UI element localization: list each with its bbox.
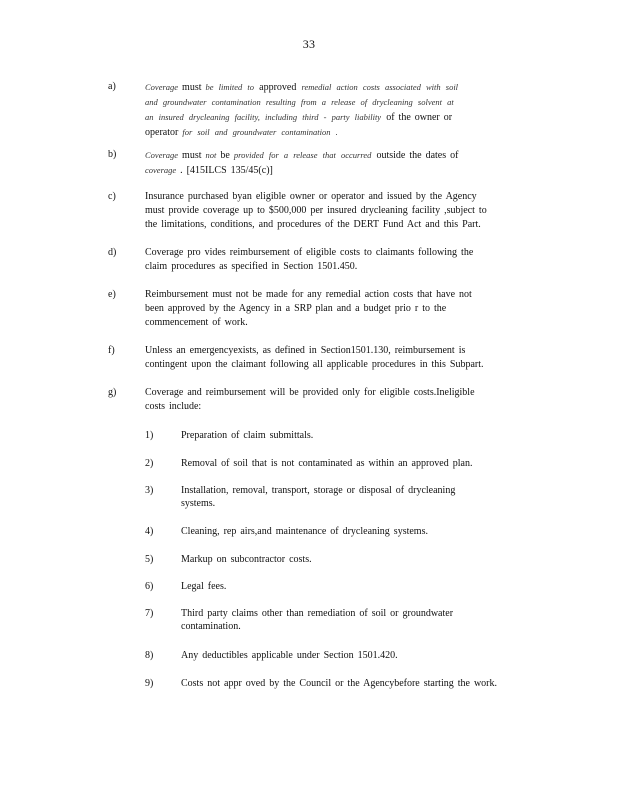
sub-item-text xyxy=(181,580,541,593)
sub-item-number: 1) xyxy=(145,430,154,441)
item-letter: g) xyxy=(108,387,117,398)
item-text xyxy=(145,80,540,140)
text-run: . [415ILCS 135/45(c)] xyxy=(176,165,273,176)
italic-text-run: Coverage xyxy=(145,150,179,160)
text-line xyxy=(145,125,540,140)
text-run: the limitations, conditions, and procedures of the DERT Fund Act and this Part. xyxy=(145,219,481,230)
text-line xyxy=(145,386,540,400)
text-line: Costs not appr oved by the Council or the Agencybefore starting the work. xyxy=(181,678,497,689)
item-text xyxy=(145,386,540,414)
text-line xyxy=(145,302,540,316)
text-line xyxy=(145,246,540,260)
text-line: contamination. xyxy=(181,621,241,632)
text-run: outside the dates of xyxy=(376,150,459,161)
italic-text-run: remedial action costs associated with soil xyxy=(296,82,459,92)
text-line xyxy=(145,260,540,274)
text-line: Removal of soil that is not contaminated as within an approved plan. xyxy=(181,458,473,469)
text-run: commencement of work. xyxy=(145,317,248,328)
text-run: of the owner or xyxy=(386,112,453,123)
sub-item-number: 9) xyxy=(145,678,154,689)
text-run: Reimbursement must not be made for any remedial action costs that have not xyxy=(145,289,472,300)
text-line xyxy=(145,110,540,125)
item-text xyxy=(145,344,540,372)
sub-item-text xyxy=(181,677,541,690)
text-run: operator xyxy=(145,127,183,138)
text-line: Markup on subcontractor costs. xyxy=(181,554,312,565)
sub-item-text xyxy=(181,553,541,566)
text-run: Coverage and reimbursement will be provided only for eligible costs.Ineligible xyxy=(145,387,475,398)
text-line xyxy=(145,80,540,95)
text-line xyxy=(145,204,540,218)
sub-item-text xyxy=(181,457,541,470)
sub-item-text xyxy=(181,607,541,633)
text-line: systems. xyxy=(181,498,216,509)
italic-text-run: be limited to xyxy=(205,82,260,92)
text-line: Any deductibles applicable under Section 1501.420. xyxy=(181,650,398,661)
sub-item-number: 5) xyxy=(145,554,154,565)
text-line xyxy=(145,95,540,110)
sub-item-number: 3) xyxy=(145,485,154,496)
text-line xyxy=(145,288,540,302)
text-line: Preparation of claim submittals. xyxy=(181,430,314,441)
sub-item-text xyxy=(181,649,541,662)
sub-item-number: 8) xyxy=(145,650,154,661)
italic-text-run: not xyxy=(205,150,217,160)
text-run: costs include: xyxy=(145,401,202,412)
text-run: Unless an emergencyexists, as defined in Section1501.130, reimbursement is xyxy=(145,345,466,356)
item-letter: c) xyxy=(108,191,116,202)
text-run: contingent upon the claimant following all applicable procedures in this Subpart. xyxy=(145,359,484,370)
text-line: Legal fees. xyxy=(181,581,227,592)
text-line xyxy=(145,218,540,232)
text-line xyxy=(145,148,540,163)
italic-text-run: provided for a release that occurred xyxy=(233,150,377,160)
item-letter: b) xyxy=(108,149,117,160)
italic-text-run: and groundwater contamination resulting from a release of drycleaning solvent at xyxy=(145,97,454,107)
text-line xyxy=(145,358,540,372)
italic-text-run: coverage xyxy=(145,165,177,175)
text-line xyxy=(145,163,540,178)
text-line: Installation, removal, transport, storage or disposal of drycleaning xyxy=(181,485,456,496)
item-text xyxy=(145,288,540,330)
italic-text-run: an insured drycleaning facility, including third - party liability xyxy=(145,112,387,122)
item-letter: d) xyxy=(108,247,117,258)
sub-item-text xyxy=(181,484,541,510)
text-run: must xyxy=(178,150,206,161)
text-run: Coverage pro vides reimbursement of eligible costs to claimants following the xyxy=(145,247,474,258)
italic-text-run: for soil and groundwater contamination . xyxy=(182,127,338,137)
text-line xyxy=(145,344,540,358)
text-run: been approved by the Agency in a SRP plan and a budget prio r to the xyxy=(145,303,447,314)
page-number: 33 xyxy=(302,37,316,51)
text-run: must xyxy=(178,82,206,93)
text-line xyxy=(145,400,540,414)
text-line xyxy=(145,316,540,330)
text-line xyxy=(145,190,540,204)
text-run: be xyxy=(216,150,234,161)
text-line: Cleaning, rep airs,and maintenance of drycleaning systems. xyxy=(181,526,428,537)
sub-item-number: 2) xyxy=(145,458,154,469)
text-run: Insurance purchased byan eligible owner or operator and issued by the Agency xyxy=(145,191,477,202)
sub-item-number: 7) xyxy=(145,608,154,619)
italic-text-run: Coverage xyxy=(145,82,179,92)
sub-item-number: 4) xyxy=(145,526,154,537)
item-letter: f) xyxy=(108,345,115,356)
sub-item-text xyxy=(181,429,541,442)
item-text xyxy=(145,148,540,178)
text-run: claim procedures as specified in Section 1501.450. xyxy=(145,261,358,272)
item-text xyxy=(145,246,540,274)
sub-item-number: 6) xyxy=(145,581,154,592)
item-letter: a) xyxy=(108,81,116,92)
text-run: must provide coverage up to $500,000 per insured drycleaning facility ,subject to xyxy=(145,205,487,216)
item-text xyxy=(145,190,540,232)
item-letter: e) xyxy=(108,289,116,300)
sub-item-text xyxy=(181,525,541,538)
text-run: approved xyxy=(259,82,297,93)
text-line: Third party claims other than remediation of soil or groundwater xyxy=(181,608,454,619)
